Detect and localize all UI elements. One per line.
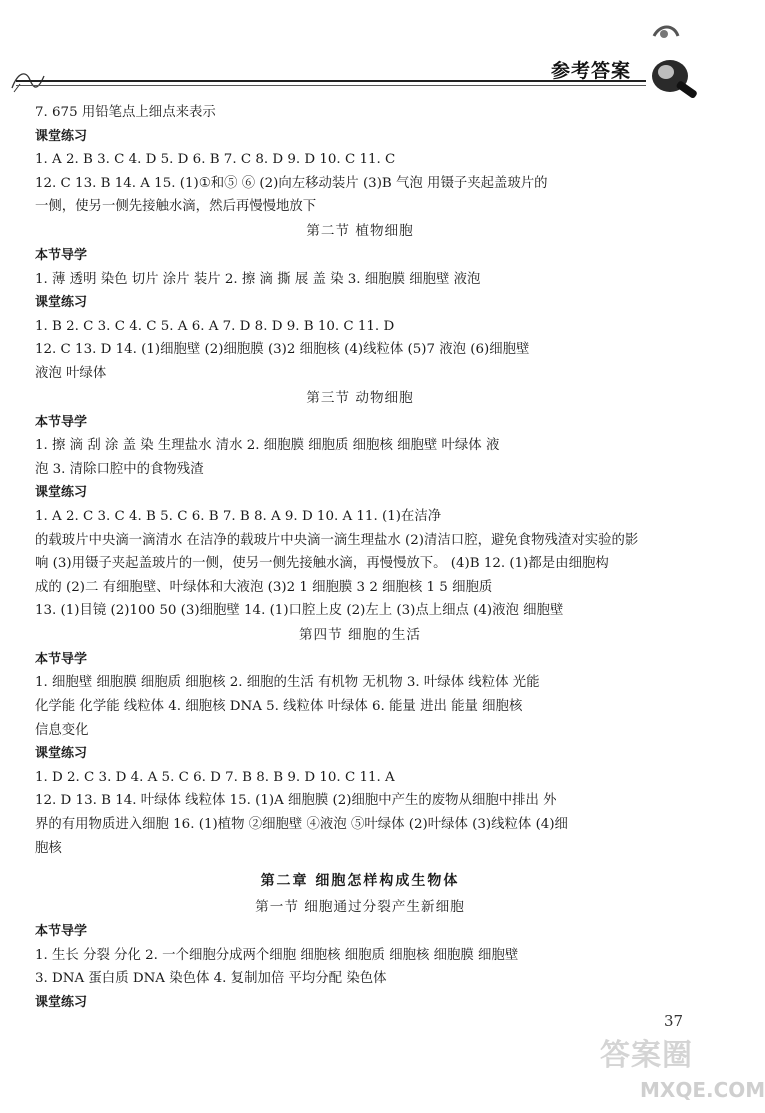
section-title: 第四节 细胞的生活 xyxy=(298,626,422,643)
section-title: 第三节 动物细胞 xyxy=(306,389,414,406)
answer-line: 1. 细胞壁 细胞膜 细胞质 细胞核 2. 细胞的生活 有机物 无机物 3. 叶绿体 线粒体 光能 xyxy=(35,675,540,691)
section-title: 第二节 植物细胞 xyxy=(306,222,414,239)
magnifier-icon xyxy=(640,18,710,98)
subsection-label: 课堂练习 xyxy=(35,128,88,144)
answer-line: 7. 675 用铅笔点上细点来表示 xyxy=(35,105,216,120)
answer-line: 1. A 2. B 3. C 4. D 5. D 6. B 7. C 8. D 9. D 10. C 11. C xyxy=(35,152,396,168)
answer-line: 的载玻片中央滴一滴清水 在洁净的载玻片中央滴一滴生理盐水 (2)清洁口腔，避免食物残渣对实验的影 xyxy=(35,532,639,548)
answer-line: 1. A 2. C 3. C 4. B 5. C 6. B 7. B 8. A 9. D 10. A 11. (1)在洁净 xyxy=(35,508,442,524)
header-title: 参考答案 xyxy=(551,60,632,82)
answer-content xyxy=(35,101,685,1015)
watermark-logo: 答案圈 xyxy=(600,1038,693,1073)
answer-line: 12. D 13. B 14. 叶绿体 线粒体 15. (1)A 细胞膜 (2)细胞中产生的废物从细胞中排出 外 xyxy=(35,793,557,809)
answer-line: 12. C 13. D 14. (1)细胞壁 (2)细胞膜 (3)2 细胞核 (4)线粒体 (5)7 液泡 (6)细胞壁 xyxy=(35,342,530,358)
answer-line: 胞核 xyxy=(35,840,62,856)
answer-line: 成的 (2)二 有细胞壁、叶绿体和大液泡 (3)2 1 细胞膜 3 2 细胞核 1 5 细胞质 xyxy=(35,579,493,595)
answer-line: 信息变化 xyxy=(35,722,89,738)
subsection-label: 课堂练习 xyxy=(35,485,88,501)
answer-line: 3. DNA 蛋白质 DNA 染色体 4. 复制加倍 平均分配 染色体 xyxy=(35,971,387,987)
answer-line: 1. 擦 滴 刮 涂 盖 染 生理盐水 清水 2. 细胞膜 细胞质 细胞核 细胞壁 叶绿体 液 xyxy=(35,438,500,454)
answer-line: 泡 3. 清除口腔中的食物残渣 xyxy=(35,461,204,477)
answer-line: 液泡 叶绿体 xyxy=(35,365,107,381)
header-rule-thin xyxy=(16,85,646,86)
page-number: 37 xyxy=(664,1012,684,1030)
answer-line: 化学能 化学能 线粒体 4. 细胞核 DNA 5. 线粒体 叶绿体 6. 能量 进出 能量 细胞核 xyxy=(35,699,523,715)
answer-line: 1. D 2. C 3. D 4. A 5. C 6. D 7. B 8. B 9. D 10. C 11. A xyxy=(35,769,395,785)
chapter-title: 第二章 细胞怎样构成生物体 xyxy=(260,873,460,890)
watermark-url: MXQE.COM xyxy=(640,1078,765,1102)
subsection-label: 本节导学 xyxy=(35,247,88,263)
subsection-label: 课堂练习 xyxy=(35,995,88,1010)
answer-line: 12. C 13. B 14. A 15. (1)①和⑤ ⑥ (2)向左移动装片 (3)B 气泡 用镊子夹起盖玻片的 xyxy=(35,175,548,191)
subsection-label: 课堂练习 xyxy=(35,295,88,311)
answer-line: 响 (3)用镊子夹起盖玻片的一侧，使另一侧先接触水滴，再慢慢放下。 (4)B 12. (1)都是由细胞构 xyxy=(35,556,609,572)
answer-line: 1. B 2. C 3. C 4. C 5. A 6. A 7. D 8. D 9. B 10. C 11. D xyxy=(35,318,395,334)
subsection-label: 课堂练习 xyxy=(35,746,88,762)
answer-line: 13. (1)目镜 (2)100 50 (3)细胞壁 14. (1)口腔上皮 (2)左上 (3)点上细点 (4)液泡 细胞壁 xyxy=(35,603,564,619)
answer-line: 界的有用物质进入细胞 16. (1)植物 ②细胞壁 ④液泡 ⑤叶绿体 (2)叶绿体 (3)线粒体 (4)细 xyxy=(35,817,568,833)
subsection-label: 本节导学 xyxy=(35,651,88,667)
answer-line: 1. 薄 透明 染色 切片 涂片 装片 2. 擦 滴 撕 展 盖 染 3. 细胞膜 细胞壁 液泡 xyxy=(35,271,481,287)
answer-line: 1. 生长 分裂 分化 2. 一个细胞分成两个细胞 细胞核 细胞质 细胞核 细胞膜 细胞壁 xyxy=(35,947,519,963)
subsection-label: 本节导学 xyxy=(35,414,88,430)
subsection-label: 本节导学 xyxy=(35,924,88,940)
answer-line: 一侧，使另一侧先接触水滴，然后再慢慢地放下 xyxy=(35,199,317,215)
section-title: 第一节 细胞通过分裂产生新细胞 xyxy=(255,899,465,916)
